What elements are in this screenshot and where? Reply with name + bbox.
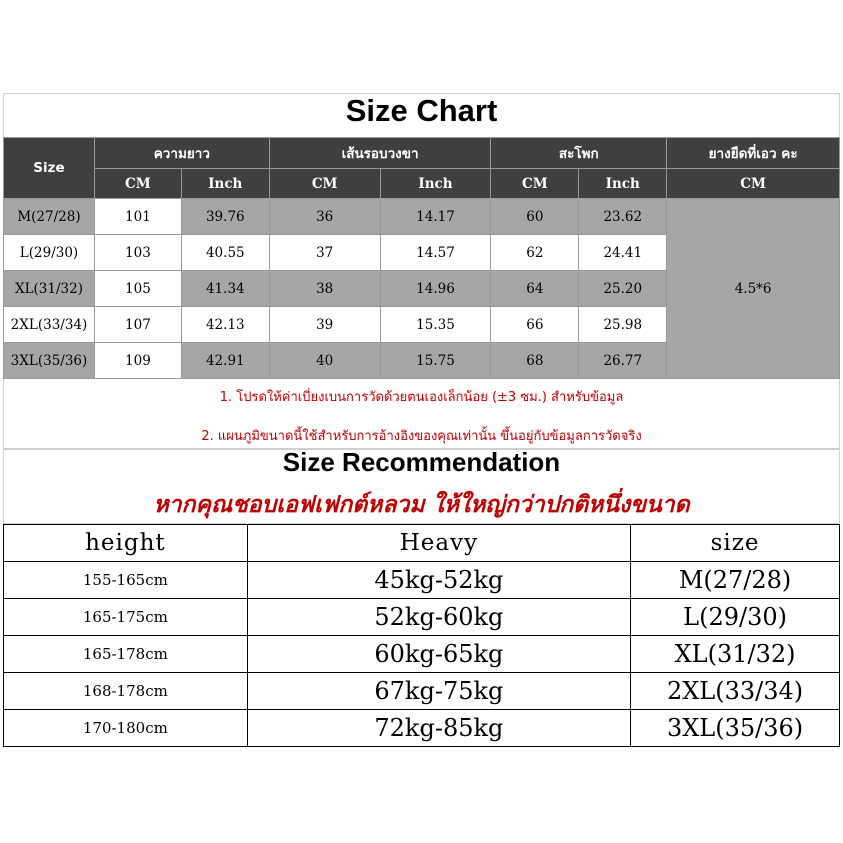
size-cell: 3XL(35/36) xyxy=(631,710,840,747)
thigh-inch-cell: 15.35 xyxy=(380,307,491,343)
size-header: Size xyxy=(4,138,95,199)
size-cell: 3XL(35/36) xyxy=(4,343,95,379)
thigh-header: เส้นรอบวงขา xyxy=(269,138,491,169)
hip-cm-cell: 62 xyxy=(491,235,579,271)
weight-header: Heavy xyxy=(247,525,630,562)
hip-inch-cell: 25.20 xyxy=(579,271,667,307)
weight-cell: 67kg-75kg xyxy=(247,673,630,710)
weight-cell: 52kg-60kg xyxy=(247,599,630,636)
unit-cm: CM xyxy=(94,169,181,199)
thigh-cm-cell: 40 xyxy=(269,343,380,379)
length-cm-cell: 109 xyxy=(94,343,181,379)
size-cell: L(29/30) xyxy=(631,599,840,636)
size-cell: XL(31/32) xyxy=(631,636,840,673)
height-cell: 165-175cm xyxy=(4,599,248,636)
length-inch-cell: 41.34 xyxy=(181,271,269,307)
table-row xyxy=(4,673,840,710)
thigh-inch-cell: 15.75 xyxy=(380,343,491,379)
waist-cell: 4.5*6 xyxy=(667,199,840,379)
hip-inch-cell: 25.98 xyxy=(579,307,667,343)
length-cm-cell: 107 xyxy=(94,307,181,343)
size-cell: 2XL(33/34) xyxy=(4,307,95,343)
hip-cm-cell: 64 xyxy=(491,271,579,307)
unit-cm: CM xyxy=(491,169,579,199)
length-cm-cell: 103 xyxy=(94,235,181,271)
hip-header: สะโพก xyxy=(491,138,667,169)
table-row xyxy=(4,636,840,673)
hip-cm-cell: 66 xyxy=(491,307,579,343)
note-2: 2. แผนภูมิขนาดนี้ใช้สำหรับการอ้างอิงของคุณเท่านั้น ขึ้นอยู่กับข้อมูลการวัดจริง xyxy=(201,429,642,444)
recommendation-table xyxy=(3,524,840,747)
table-row xyxy=(4,199,840,235)
height-cell: 155-165cm xyxy=(4,562,248,599)
thigh-cm-cell: 37 xyxy=(269,235,380,271)
length-cm-cell: 105 xyxy=(94,271,181,307)
thigh-inch-cell: 14.17 xyxy=(380,199,491,235)
hip-inch-cell: 24.41 xyxy=(579,235,667,271)
page-title: Size Chart xyxy=(345,93,498,128)
thigh-cm-cell: 39 xyxy=(269,307,380,343)
size-cell: M(27/28) xyxy=(631,562,840,599)
size-cell: L(29/30) xyxy=(4,235,95,271)
recommendation-title: Size Recommendation xyxy=(282,447,561,477)
height-cell: 165-178cm xyxy=(4,636,248,673)
size-cell: XL(31/32) xyxy=(4,271,95,307)
height-cell: 168-178cm xyxy=(4,673,248,710)
thigh-cm-cell: 36 xyxy=(269,199,380,235)
length-inch-cell: 42.13 xyxy=(181,307,269,343)
weight-cell: 45kg-52kg xyxy=(247,562,630,599)
table-row xyxy=(4,710,840,747)
thigh-inch-cell: 14.57 xyxy=(380,235,491,271)
waist-header: ยางยืดที่เอว คะ xyxy=(667,138,840,169)
unit-inch: Inch xyxy=(380,169,491,199)
weight-cell: 72kg-85kg xyxy=(247,710,630,747)
hip-inch-cell: 23.62 xyxy=(579,199,667,235)
hip-inch-cell: 26.77 xyxy=(579,343,667,379)
note-1: 1. โปรดให้ค่าเบี่ยงเบนการวัดด้วยตนเองเล็กน้อย (±3 ซม.) สำหรับข้อมูล xyxy=(219,390,624,405)
length-inch-cell: 42.91 xyxy=(181,343,269,379)
size-cell: M(27/28) xyxy=(4,199,95,235)
table-row xyxy=(4,562,840,599)
table-row xyxy=(4,599,840,636)
size-header: size xyxy=(631,525,840,562)
unit-cm: CM xyxy=(269,169,380,199)
length-cm-cell: 101 xyxy=(94,199,181,235)
hip-cm-cell: 68 xyxy=(491,343,579,379)
thigh-cm-cell: 38 xyxy=(269,271,380,307)
size-cell: 2XL(33/34) xyxy=(631,673,840,710)
height-cell: 170-180cm xyxy=(4,710,248,747)
length-inch-cell: 40.55 xyxy=(181,235,269,271)
thigh-inch-cell: 14.96 xyxy=(380,271,491,307)
unit-cm: CM xyxy=(667,169,840,199)
hip-cm-cell: 60 xyxy=(491,199,579,235)
size-chart-table xyxy=(3,137,840,379)
height-header: height xyxy=(4,525,248,562)
unit-inch: Inch xyxy=(181,169,269,199)
length-inch-cell: 39.76 xyxy=(181,199,269,235)
promo-text: หากคุณชอบเอฟเฟกต์หลวม ให้ใหญ่กว่าปกติหนึ่งขนาด xyxy=(153,492,690,518)
length-header: ความยาว xyxy=(94,138,269,169)
unit-inch: Inch xyxy=(579,169,667,199)
weight-cell: 60kg-65kg xyxy=(247,636,630,673)
